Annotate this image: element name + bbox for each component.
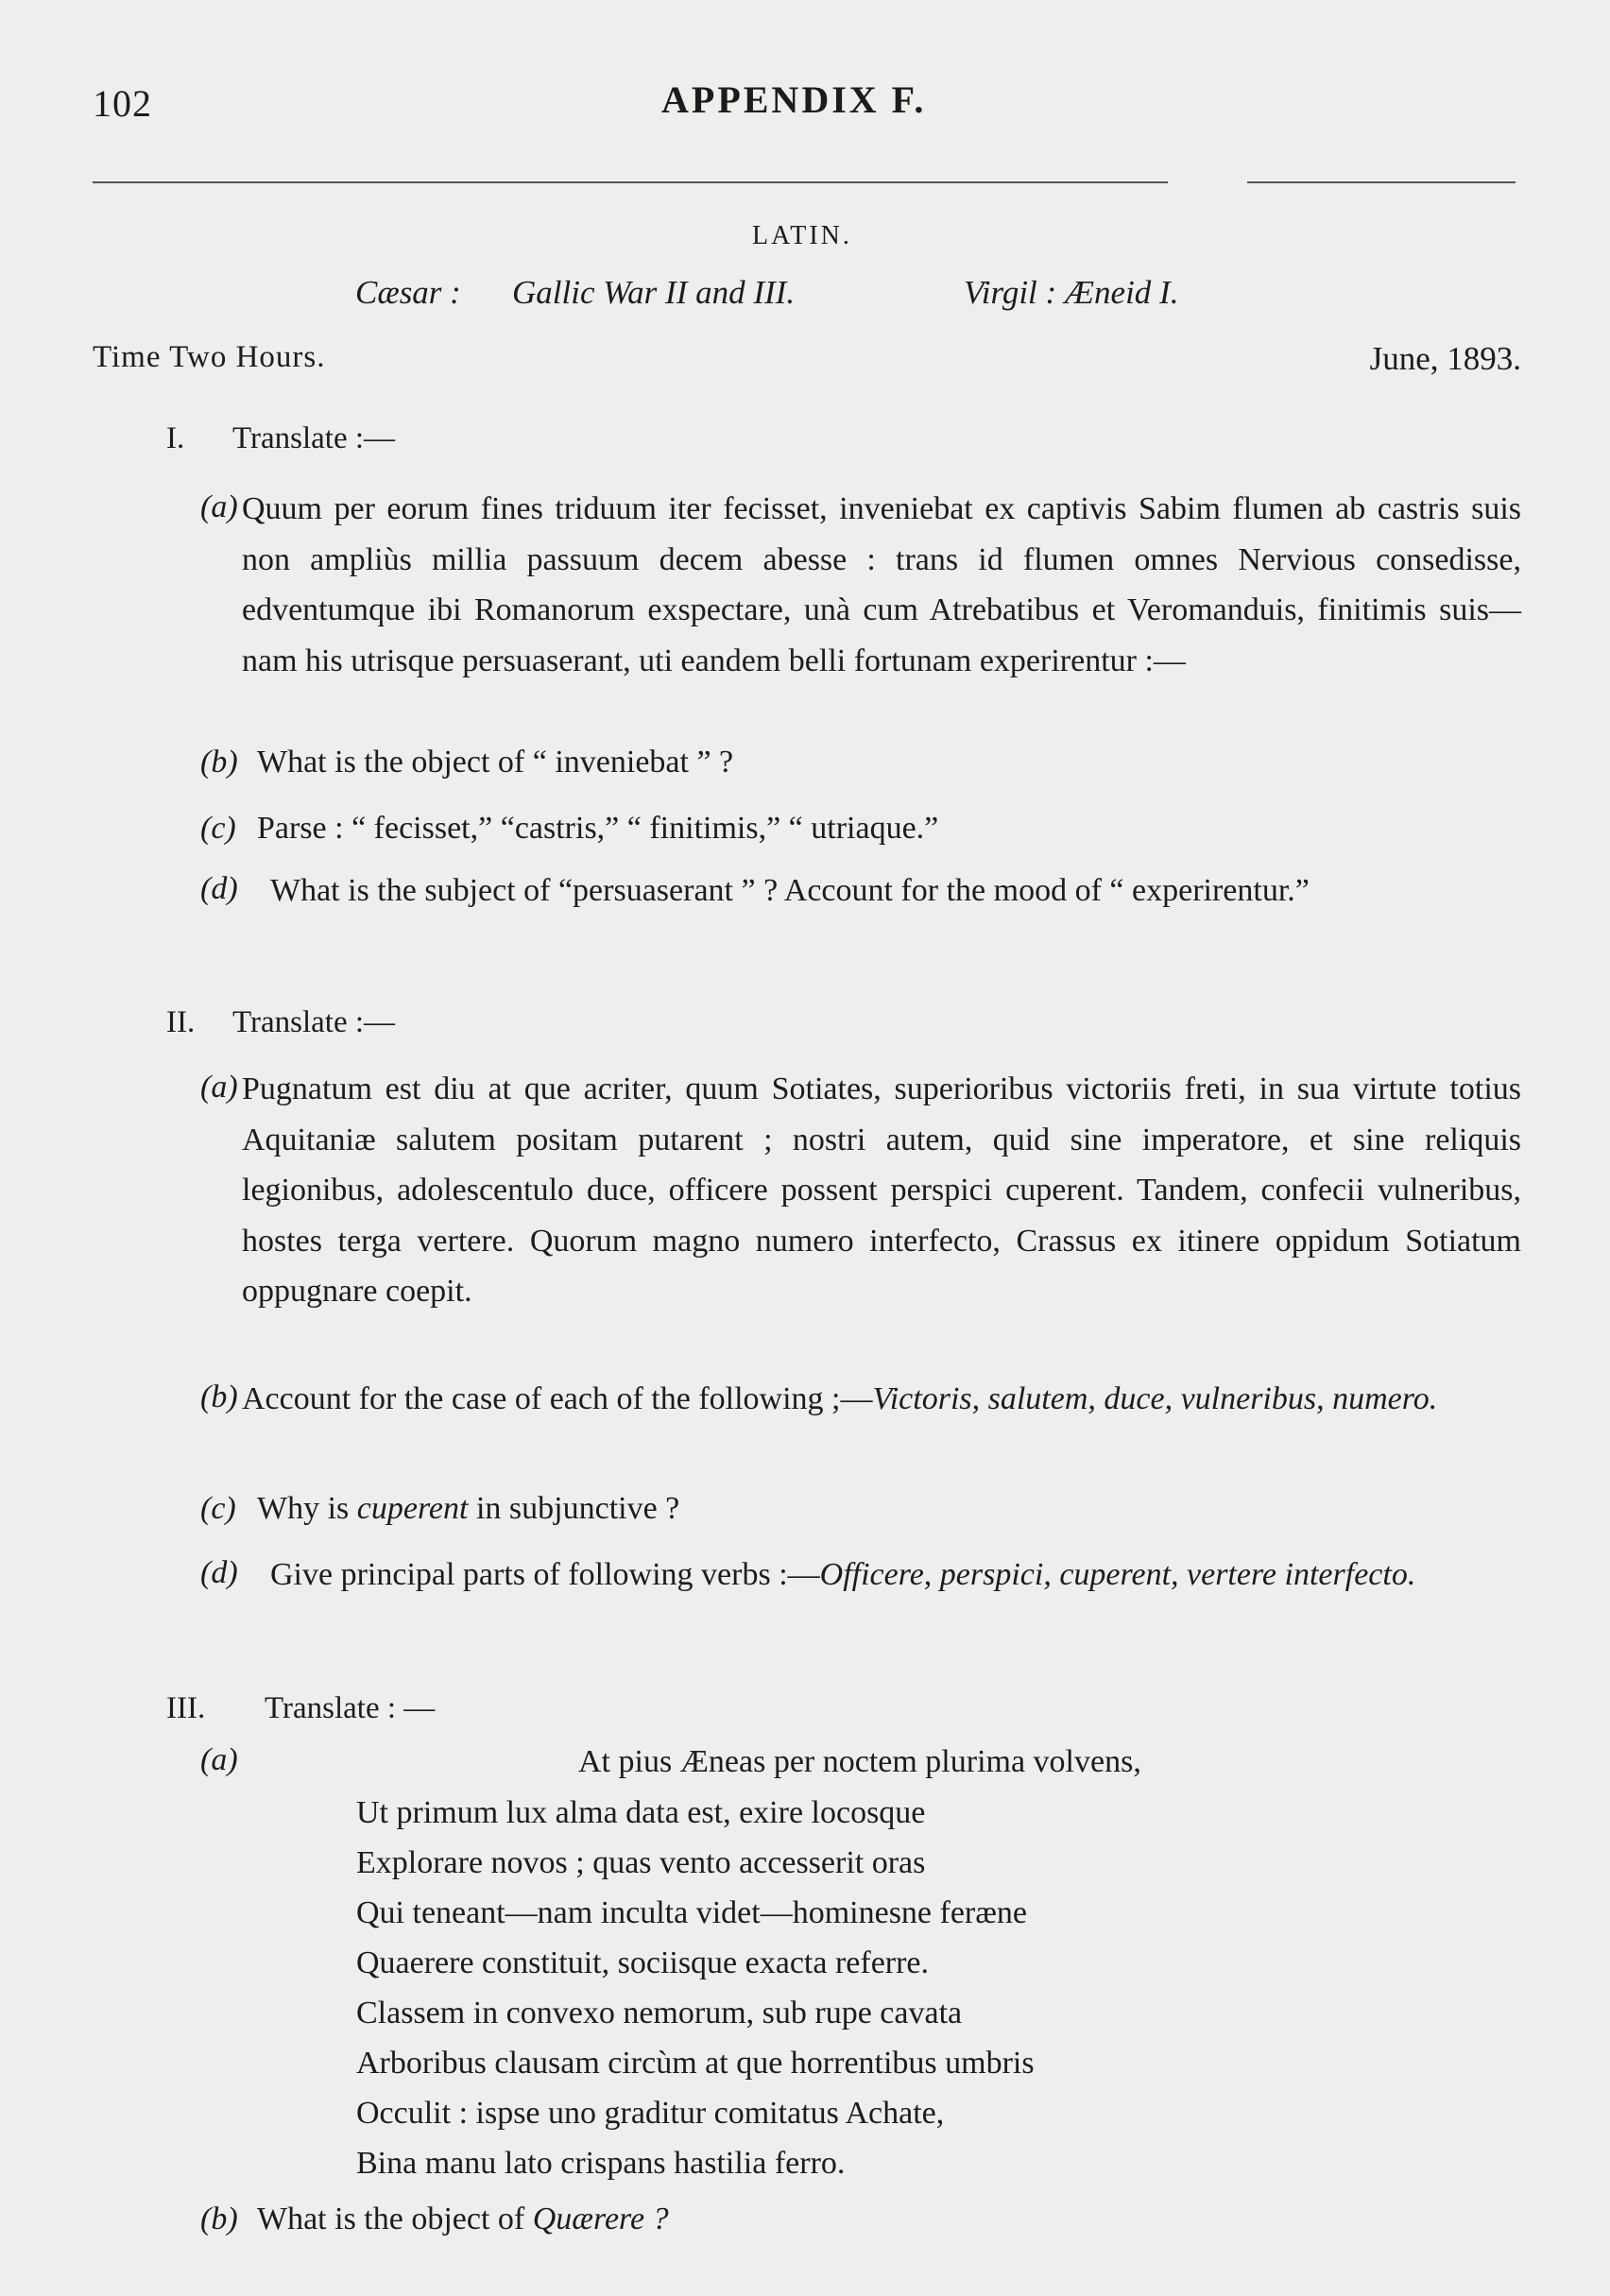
q2c-word: cuperent (356, 1491, 469, 1526)
time-word-2: Two (169, 340, 228, 374)
caesar-work: Gallic War II and III. (512, 274, 796, 311)
running-title: APPENDIX F. (661, 78, 927, 121)
verse-line-8: Occulit : ispse uno graditur comitatus Achate, (356, 2096, 945, 2131)
q1c-text: Parse : “ fecisset,” “castris,” “ finitimis,” “ utriaque.” (257, 811, 939, 846)
q1b (200, 745, 733, 780)
header-rule-right (1247, 181, 1516, 183)
question-3-heading (166, 1691, 435, 1726)
caesar-label: Cæsar : (355, 274, 461, 311)
time-word-3: Hours. (235, 340, 326, 374)
q2c-label: (c) (200, 1491, 236, 1526)
verse-line-4: Qui teneant—nam inculta videt—hominesne feræne (356, 1895, 1028, 1930)
verse-line-1: At pius Æneas per noctem plurima volvens, (578, 1744, 1141, 1779)
verse-line-3: Explorare novos ; quas vento accesserit oras (356, 1845, 926, 1880)
q1d-label: (d) (200, 871, 238, 906)
q3a-label: (a) (200, 1742, 238, 1777)
question-2-heading (166, 1005, 395, 1040)
verse-line-9: Bina manu lato crispans hastilia ferro. (356, 2146, 846, 2181)
time-allowed (93, 340, 326, 375)
q1b-text: What is the object of “ inveniebat ” ? (257, 745, 734, 780)
q2d-prompt: Give principal parts of following verbs :— (270, 1557, 820, 1592)
q3b-text: What is the object of (257, 2202, 525, 2236)
page-number: 102 (93, 82, 152, 125)
q2d-label: (d) (200, 1555, 238, 1590)
verse-line-2: Ut primum lux alma data est, exire locosque (356, 1795, 926, 1830)
question-1-heading (166, 421, 395, 456)
question-2-instruction: Translate :— (232, 1005, 396, 1039)
q3b (200, 2202, 669, 2237)
q1c (200, 811, 938, 847)
q2a-passage: Pugnatum est diu at que acriter, quum Sotiates, superioribus victoriis freti, in sua virtute totius Aquitaniæ salutem positam putarent ; nostri autem, quid sine imperatore, et sine reliquis legionibus, adolescentulo duce, officere possent perspici cuperent. Tandem, confecii vulneribus, hostes terga vertere. Quorum magno numero interfecto, Crassus ex itinere oppidum Sotiatum oppugnare coepit. (242, 1071, 1521, 1309)
q1c-label: (c) (200, 811, 236, 846)
question-3-number: III. (166, 1691, 206, 1725)
q1d-text: What is the subject of “persuaserant ” ? Account for the mood of “ experirentur.” (270, 873, 1310, 908)
header-rule (93, 181, 1168, 183)
q2c: (c) Why is cuperent in subjunctive ? (200, 1491, 680, 1526)
q1a-label: (a) (200, 489, 238, 524)
question-2-number: II. (166, 1005, 196, 1039)
q2a-label: (a) (200, 1070, 238, 1105)
q2b-prompt: Account for the case of each of the following ;— (242, 1381, 873, 1416)
q3b-label: (b) (200, 2202, 238, 2236)
q2b-text (242, 1374, 1521, 1425)
verse-line-7: Arboribus clausam circùm at que horrentibus umbris (356, 2046, 1035, 2081)
q2d-text (270, 1550, 1521, 1601)
q2b-label: (b) (200, 1379, 238, 1414)
q1a-passage: Quum per eorum fines triduum iter fecisset, inveniebat ex captivis Sabim flumen ab castris suis non ampliùs millia passuum decem abesse : trans id flumen omnes Nervious consedisse, edventumque ibi Romanorum exspectare, unà cum Atrebatibus et Veromanduis, finitimis suis—nam his utrisque persuaserant, uti eandem belli fortunam experirentur :— (242, 491, 1521, 678)
exam-date: June, 1893. (1369, 340, 1521, 377)
q3b-word: Quærere ? (532, 2202, 669, 2236)
time-word-1: Time (93, 340, 162, 374)
q1b-label: (b) (200, 745, 238, 780)
verse-line-6: Classem in convexo nemorum, sub rupe cavata (356, 1996, 963, 2030)
subject-heading: LATIN. (752, 221, 852, 250)
virgil-work: Virgil : Æneid I. (964, 274, 1179, 311)
verse-line-5: Quaerere constituit, sociisque exacta referre. (356, 1945, 930, 1980)
question-1-number: I. (166, 421, 185, 455)
q2d-words: Officere, perspici, cuperent, vertere interfecto. (819, 1557, 1416, 1592)
question-1-instruction: Translate :— (232, 421, 396, 455)
q2b-words: Victoris, salutem, duce, vulneribus, numero. (872, 1381, 1438, 1416)
question-3-instruction: Translate : — (265, 1691, 436, 1725)
